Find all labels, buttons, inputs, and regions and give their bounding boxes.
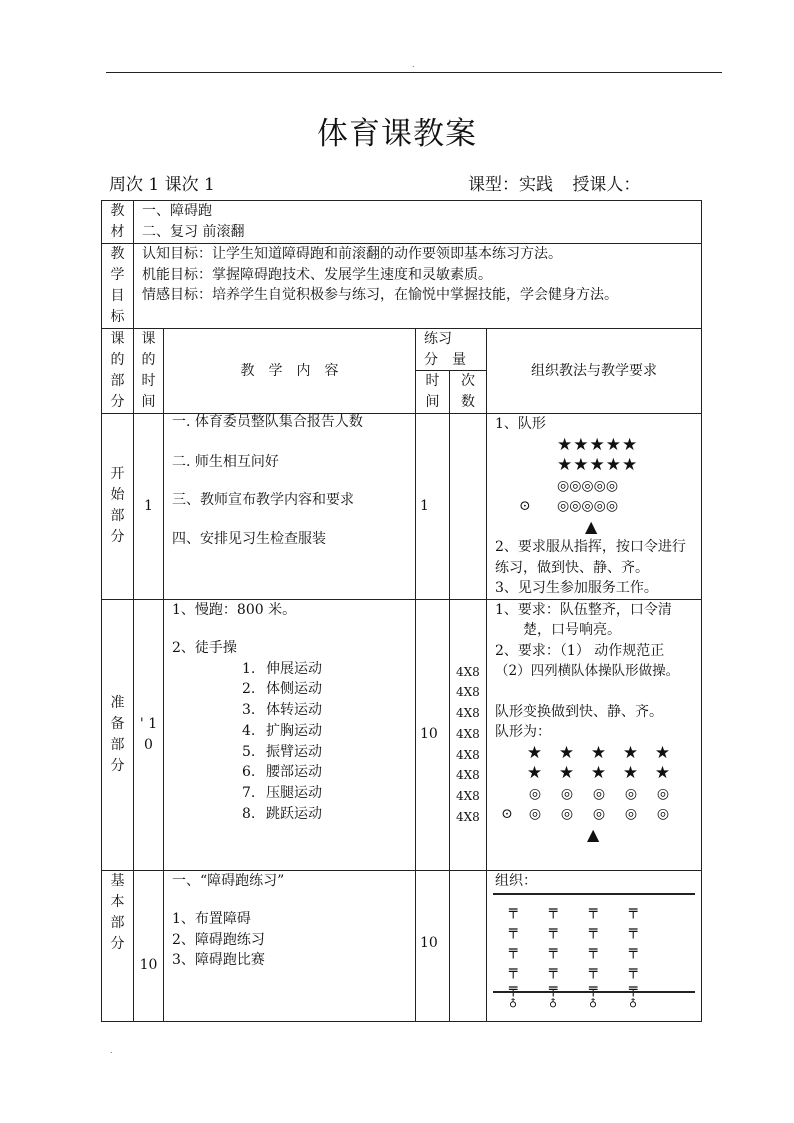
lesson-plan-table <box>101 200 702 1022</box>
triangle-icon: ▲ <box>585 516 598 536</box>
header-method: 组织教法与教学要求 <box>487 329 702 414</box>
triangle-icon: ▲ <box>587 824 600 844</box>
warmup-time: ' 1 0 <box>134 599 164 870</box>
exercise-list <box>172 659 415 825</box>
goal-item: 认知目标：让学生知道障碍跑和前滚翻的动作要领即基本练习方法。 <box>142 246 562 262</box>
start-content-item: 三、教师宣布教学内容和要求 <box>172 492 354 508</box>
warmup-formation-stars: ★ ★ ★ ★ ★ <box>526 763 672 783</box>
basic-content-item: 1、布置障碍 <box>172 911 251 927</box>
warmup-requirement: 1、要求：队伍整齐，口令清 <box>495 601 672 618</box>
basic-time: 10 <box>134 870 164 1021</box>
goal-item: 情感目标：培养学生自觉积极参与练习，在愉悦中掌握技能，学会健身方法。 <box>142 287 618 303</box>
footer-dot: . <box>110 1046 113 1055</box>
formation-row-circles: ◎◎◎◎◎ <box>557 498 619 514</box>
exercise-item: 4. 扩胸运动 <box>242 722 322 739</box>
basic-content-title: 一、“障碍跑练习” <box>172 872 285 889</box>
exercise-item: 5. 振臂运动 <box>242 743 322 760</box>
warmup-label: 准 备 部 分 <box>102 599 134 870</box>
exercise-item: 3. 体转运动 <box>242 702 322 719</box>
hurdle-row: ╤ ╤ ╤ ╤ <box>509 962 638 979</box>
basic-method <box>487 870 702 1021</box>
header-practice-count: 次 数 <box>450 371 487 414</box>
material-item: 二、复习 前滚翻 <box>142 223 245 240</box>
hurdle-row: ╤ ╤ ╤ ╤ <box>509 980 638 997</box>
goals-content <box>134 244 702 329</box>
start-label: 开 始 部 分 <box>102 414 134 600</box>
warmup-practice-count: 4X8 4X8 4X8 4X8 4X8 4X8 4X8 4X8 <box>450 599 487 870</box>
header-rule <box>106 72 722 73</box>
header-practice: 练习 分 量 <box>416 329 487 371</box>
start-content <box>164 414 416 600</box>
start-method <box>487 414 702 600</box>
exercise-item: 8. 跳跃运动 <box>242 806 322 823</box>
teacher-label: 授课人： <box>572 175 641 195</box>
basic-practice-count <box>450 870 487 1021</box>
teacher-mark-icon: ⊙ <box>501 806 513 822</box>
exercise-item: 1. 伸展运动 <box>242 660 322 677</box>
runner-row: ♁ ♁ ♁ ♁ <box>509 995 638 1009</box>
start-section-row <box>102 414 702 600</box>
warmup-practice-time: 10 <box>416 599 450 870</box>
header-content: 教 学 内 容 <box>164 329 416 414</box>
basic-content-item: 3、障碍跑比赛 <box>172 952 265 968</box>
start-content-item: 二. 师生相互问好 <box>172 453 279 470</box>
exercise-title: 2、徒手操 <box>172 640 237 656</box>
start-note: 2、要求服从指挥，按口令进行练习，做到快、静、齐。 <box>495 539 686 576</box>
obstacle-diagram <box>487 871 701 1011</box>
lesson-meta <box>468 170 654 195</box>
basic-section-row <box>102 870 702 1021</box>
hurdle-row: ╤ ╤ ╤ ╤ <box>509 942 638 959</box>
warmup-content <box>164 599 416 870</box>
hurdle-row: ╤ ╤ ╤ ╤ <box>509 902 638 919</box>
basic-content <box>164 870 416 1021</box>
warmup-formation-stars: ★ ★ ★ ★ ★ <box>526 742 672 763</box>
warmup-requirement: 楚，口号响亮。 <box>523 622 621 638</box>
materials-label: 教 材 <box>102 201 134 244</box>
basic-practice-time: 10 <box>416 870 450 1021</box>
org-title: 组织： <box>495 872 537 889</box>
warmup-method <box>487 599 702 870</box>
start-content-item: 一. 体育委员整队集合报告人数 <box>172 414 363 430</box>
warmup-requirement: 队形为： <box>495 724 551 740</box>
start-time: 1 <box>134 414 164 600</box>
warmup-requirement: 2、要求：（1） 动作规范正 <box>495 642 665 659</box>
hurdle-row: ╤ ╤ ╤ ╤ <box>509 922 638 939</box>
header-time: 课 的 时 间 <box>134 329 164 414</box>
page-title: 体育课教案 <box>317 116 477 152</box>
start-practice-count <box>450 414 487 600</box>
warmup-requirement: （2）四列横队体操队形做操。 <box>495 663 680 679</box>
exercise-item: 6. 腰部运动 <box>242 764 322 781</box>
basic-label: 基 本 部 分 <box>102 870 134 1021</box>
header-part: 课 的 部 分 <box>102 329 134 414</box>
formation-row-stars: ★★★★★ <box>557 434 639 455</box>
materials-row <box>102 201 702 244</box>
goals-label: 教 学 目 标 <box>102 244 134 329</box>
exercise-item: 7. 压腿运动 <box>242 785 322 802</box>
formation-row-stars: ★★★★★ <box>557 455 639 475</box>
goals-row <box>102 244 702 329</box>
lesson-type: 课型：实践 <box>468 175 553 195</box>
track-line-top <box>493 893 695 895</box>
column-header-row <box>102 329 702 371</box>
header-dot: . <box>412 60 415 69</box>
start-practice-time: 1 <box>416 414 450 600</box>
warmup-formation-circles: ⊙ ◎ ◎ ◎ ◎ ◎ <box>495 804 697 825</box>
basic-content-item: 2、障碍跑练习 <box>172 931 265 948</box>
warmup-section-row <box>102 599 702 870</box>
start-content-item: 四、安排见习生检查服装 <box>172 530 326 547</box>
formation-row-circles: ◎◎◎◎◎ <box>557 477 619 494</box>
formation-title: 1、队形 <box>495 416 546 432</box>
goal-item: 机能目标：掌握障碍跑技术、发展学生速度和灵敏素质。 <box>142 266 492 283</box>
warmup-run: 1、慢跑：800 米。 <box>172 601 297 618</box>
week-lesson: 周次 1 课次 1 <box>109 175 215 195</box>
material-item: 一、障碍跑 <box>142 203 212 219</box>
start-note: 3、见习生参加服务工作。 <box>495 580 658 596</box>
warmup-requirement: 队形变换做到快、静、齐。 <box>495 703 663 720</box>
teacher-mark-icon: ⊙ <box>519 498 531 514</box>
materials-content <box>134 201 702 244</box>
header-practice-time: 时 间 <box>416 371 450 414</box>
warmup-formation-circles: ◎ ◎ ◎ ◎ ◎ <box>528 785 670 802</box>
exercise-item: 2. 体侧运动 <box>242 681 322 698</box>
formation-row-teacher <box>495 496 695 517</box>
